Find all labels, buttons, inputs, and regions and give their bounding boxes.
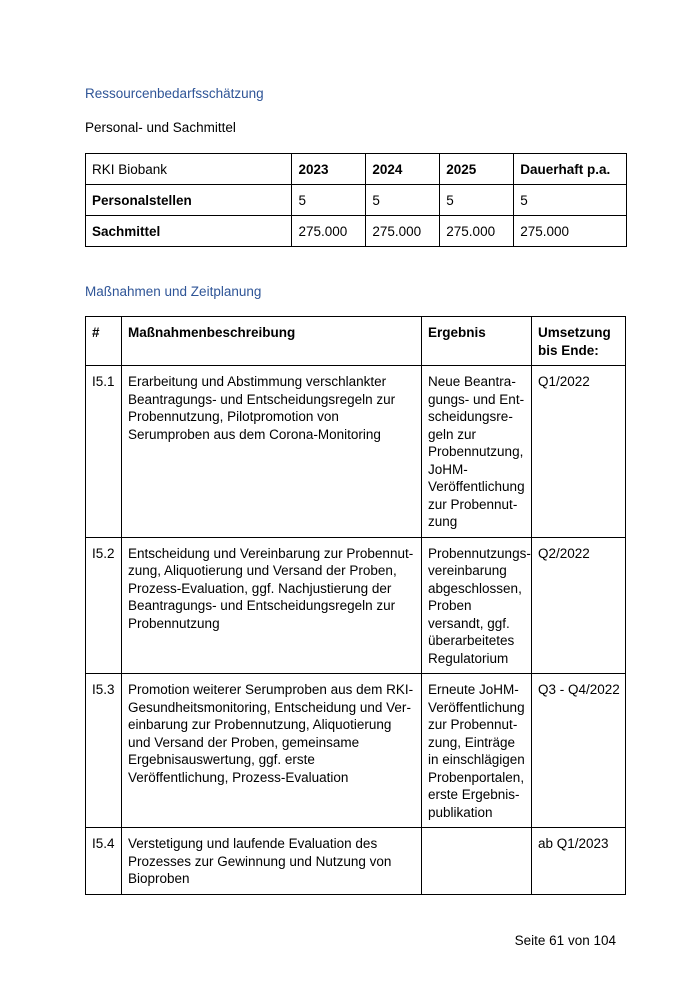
resource-cell: 275.000 [366, 216, 440, 247]
measure-desc: Promotion weiterer Serumproben aus dem RKI-Gesundheitsmonitoring, Entscheidung und Vereinbarung zur Probennutzung, Aliquotierung und Versand der Proben, gemeinsame Ergebnisauswertung, ggf. erste Veröffentlichung, Prozess-Evaluation [122, 674, 422, 828]
measures-header-desc: Maßnahmenbeschreibung [122, 317, 422, 366]
measures-header-deadline: Umsetzung bis Ende: [532, 317, 626, 366]
measure-deadline: ab Q1/2023 [532, 828, 626, 895]
measures-header-num: # [86, 317, 122, 366]
resource-cell: 275.000 [514, 216, 627, 247]
resource-table [85, 153, 627, 247]
measures-header-result: Ergebnis [422, 317, 532, 366]
resource-header-cell: 2023 [292, 154, 366, 185]
measure-num: I5.3 [86, 674, 122, 828]
measure-desc: Entscheidung und Vereinbarung zur Probennutzung, Aliquotierung und Versand der Proben, Prozess-Evaluation, ggf. Nachjustierung der Beantragungs- und Entscheidungsregeln zur Probennutzung [122, 537, 422, 674]
measures-header-row [86, 317, 626, 366]
measure-num: I5.2 [86, 537, 122, 674]
measure-result [422, 828, 532, 895]
measure-deadline: Q3 - Q4/2022 [532, 674, 626, 828]
measure-num: I5.1 [86, 366, 122, 538]
measure-result: Probennutzungsvereinbarung abgeschlossen, Proben versandt, ggf. überarbeitetes Regulatorium [422, 537, 532, 674]
resource-header-row [86, 154, 627, 185]
resource-cell: 5 [366, 185, 440, 216]
resource-cell: 5 [292, 185, 366, 216]
measures-table [85, 316, 626, 895]
page-number: Seite 61 von 104 [514, 933, 616, 948]
resource-cell: 5 [440, 185, 514, 216]
measures-row [86, 828, 626, 895]
resource-cell: 275.000 [292, 216, 366, 247]
section-heading-ressourcen: Ressourcenbedarfsschätzung [85, 86, 264, 101]
measures-row [86, 366, 626, 538]
resource-row-label: Personalstellen [86, 185, 292, 216]
resource-cell: 275.000 [440, 216, 514, 247]
measure-desc: Verstetigung und laufende Evaluation des Prozesses zur Gewinnung und Nutzung von Bioproben [122, 828, 422, 895]
resource-row-label: Sachmittel [86, 216, 292, 247]
measures-row [86, 537, 626, 674]
resource-header-cell: RKI Biobank [86, 154, 292, 185]
section-heading-massnahmen: Maßnahmen und Zeitplanung [85, 284, 262, 299]
measure-result: Erneute JoHM-Veröffentlichung zur Probennutzung, Einträge in einschlägigen Probenportalen, erste Ergebnispublikation [422, 674, 532, 828]
measure-result: Neue Beantragungs- und Entscheidungsregeln zur Probennutzung, JoHM-Veröffentlichung zur Probennutzung [422, 366, 532, 538]
measure-desc: Erarbeitung und Abstimmung verschlankter Beantragungs- und Entscheidungsregeln zur Probennutzung, Pilotpromotion von Serumproben aus dem Corona-Monitoring [122, 366, 422, 538]
resource-row [86, 216, 627, 247]
resource-row [86, 185, 627, 216]
resource-header-cell: 2024 [366, 154, 440, 185]
section-subtitle: Personal- und Sachmittel [85, 120, 236, 135]
measure-deadline: Q2/2022 [532, 537, 626, 674]
measures-row [86, 674, 626, 828]
measure-num: I5.4 [86, 828, 122, 895]
resource-cell: 5 [514, 185, 627, 216]
resource-header-cell: Dauerhaft p.a. [514, 154, 627, 185]
measure-deadline: Q1/2022 [532, 366, 626, 538]
resource-header-cell: 2025 [440, 154, 514, 185]
